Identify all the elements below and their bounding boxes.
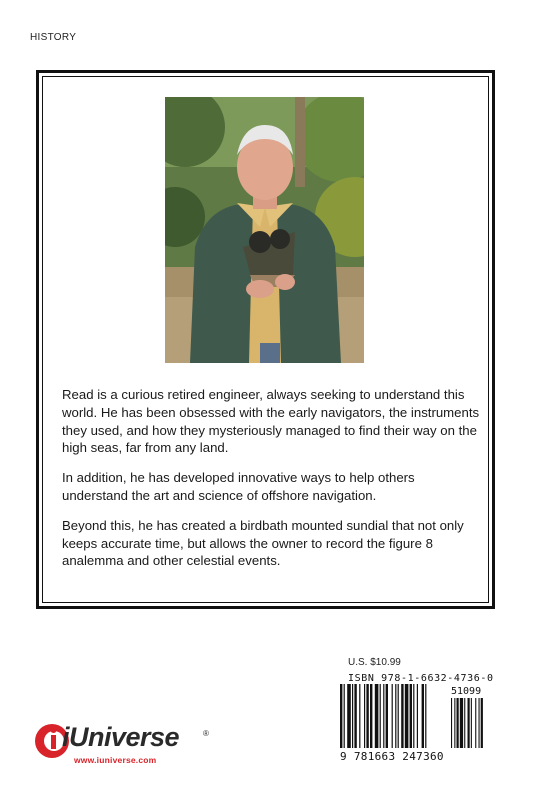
barcode-addon-digits: 51099 <box>451 686 482 697</box>
registered-mark: ® <box>203 729 209 738</box>
publisher-name: iUniverse <box>62 722 180 752</box>
publisher-url: www.iuniverse.com <box>74 755 157 765</box>
bio-paragraph-2: In addition, he has developed innovative ways to help others understand the art and science of offshore navigation. <box>62 470 415 503</box>
barcode-number: 9 781663 247360 <box>340 750 444 763</box>
author-bio <box>62 386 482 582</box>
bio-paragraph-1: Read is a curious retired engineer, always seeking to understand this world. He has been obsessed with the early navigators, the instruments they used, and how they mysteriously managed to find their way on the high seas, far from any land. <box>62 387 480 456</box>
category-label: HISTORY <box>30 32 77 43</box>
author-photo <box>165 97 364 363</box>
isbn-label: ISBN 978-1-6632-4736-0 <box>348 673 494 684</box>
bio-paragraph-3: Beyond this, he has created a birdbath mounted sundial that not only keeps accurate time, but allows the owner to record the figure 8 analemma and other celestial events. <box>62 517 464 569</box>
price-label: U.S. $10.99 <box>348 657 401 668</box>
